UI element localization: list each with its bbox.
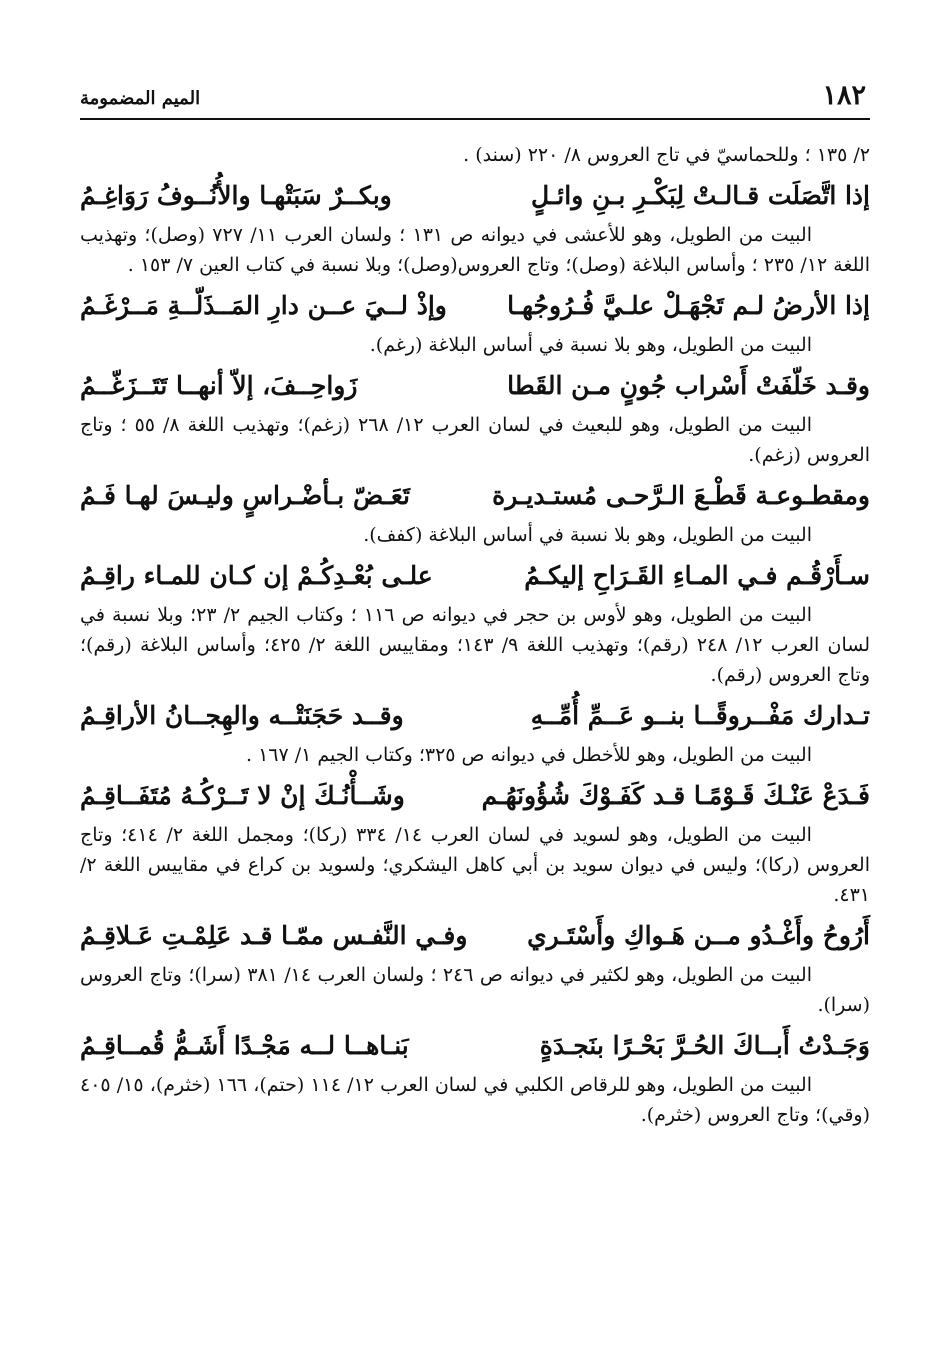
verse-line [80,478,870,514]
verse-second-hemistich: بَنـاهــا لــه مَجْـدًا أَشَـمُّ قُمــاقِـمُ [80,1031,409,1060]
verse-first-hemistich: ومقطـوعـة قَطْـعَ الـرَّحـى مُستـديـرة [492,481,870,510]
verse-entry [80,288,870,360]
verse-entry [80,918,870,1020]
chapter-title: الميم المضمومة [80,88,208,109]
verse-first-hemistich: تـدارك مَفْــروقًــا بنــو عَــمِّ أُمِّــهِ [530,701,870,730]
verse-first-hemistich: أَرُوحُ وأَغْـدُو مــن هَـواكِ وأَسْتَـري [527,921,870,950]
verse-entry [80,178,870,280]
page-number: ١٨٢ [814,80,866,111]
verse-line [80,288,870,324]
verse-second-hemistich: وفـي النَّفـس ممّـا قـد عَلِمْـتِ عَـلاقِـمُ [80,921,468,950]
verse-second-hemistich: علـى بُعْـدِكُـمْ إن كـان للمـاء راقِـمُ [80,561,433,590]
verse-list [80,178,870,1130]
verse-first-hemistich: فَـدَعْ عَنْـكَ قَـوْمًـا قـد كَفَـوْكَ شُؤُونَهُـم [481,781,870,810]
verse-line [80,918,870,954]
verse-first-hemistich: إذا الأرضُ لـم تَجْهَـلْ علـيَّ فُـرُوجُهـا [507,291,870,320]
verse-footnote: البيت من الطويل، وهو للبعيث في لسان العرب ١٢/ ٢٦٨ (زغم)؛ وتهذيب اللغة ٨/ ٥٥ ؛ وتاج العروس (زغم). [80,414,870,466]
verse-entry [80,778,870,910]
verse-second-hemistich: زَواحِــفَ، إلاّ أنهــا تَتَــزَغّــمُ [80,371,358,400]
verse-footnote: البيت من الطويل، وهو لكثير في ديوانه ص ٢٤٦ ؛ ولسان العرب ١٤/ ٣٨١ (سرا)؛ وتاج العروس (سرا). [80,964,870,1016]
verse-second-hemistich: وقــد حَجَنَتْــه والهِجــانُ الأراقِـمُ [80,701,404,730]
verse-footnote: البيت من الطويل، وهو للأعشى في ديوانه ص ١٣١ ؛ ولسان العرب ١١/ ٧٢٧ (وصل)؛ وتهذيب اللغة ١٢/ ٢٣٥ ؛ وأساس البلاغة (وصل)؛ وتاج العروس(وصل)؛ وبلا نسبة في كتاب العين ٧/ ١٥٣ . [80,224,870,276]
verse-footnote: البيت من الطويل، وهو للرقاص الكلبي في لسان العرب ١٢/ ١١٤ (حتم)، ١٦٦ (خثرم)، ١٥/ ٤٠٥ (وقي)؛ وتاج العروس (خثرم). [80,1074,870,1126]
verse-first-hemistich: وقـد خَلّفَتْ أَسْراب جُونٍ مـن القَطا [507,371,870,400]
verse-first-hemistich: وَجَـدْتُ أَبــاكَ الحُـرَّ بَحْـرًا بنَجـدَةٍ [539,1031,870,1060]
verse-line [80,558,870,594]
verse-footnote: البيت من الطويل، وهو للأخطل في ديوانه ص ٣٢٥؛ وكتاب الجيم ١/ ١٦٧ . [245,744,812,766]
verse-entry [80,698,870,770]
verse-second-hemistich: وشَــأْنُـكَ إنْ لا تَــرْكُـهُ مُتَفَــاقِـمُ [80,781,405,810]
verse-line [80,178,870,214]
verse-first-hemistich: إذا اتَّصَلَت قـالـتْ لِبَكْـرِ بـنِ وائـلٍ [531,181,870,210]
verse-entry [80,368,870,470]
page-body [80,140,870,1136]
verse-entry [80,478,870,550]
verse-entry [80,558,870,690]
running-header [80,78,870,120]
verse-second-hemistich: وإذْ لــيَ عــن دارِ المَــذَلّــةِ مَــرْغَـمُ [80,291,447,320]
verse-line [80,778,870,814]
verse-footnote: البيت من الطويل، وهو لسويد في لسان العرب ١٤/ ٣٣٤ (ركا)؛ ومجمل اللغة ٢/ ٤١٤؛ وتاج العروس (ركا)؛ وليس في ديوان سويد بن أبي كاهل اليشكري؛ ولسويد بن كراع في مقاييس اللغة ٢/ ٤٣١. [80,824,870,906]
verse-second-hemistich: تَعَـضّ بـأضْـراسٍ وليـسَ لهـا فَـمُ [80,481,410,510]
verse-line [80,698,870,734]
verse-first-hemistich: سـأَرْقُـم فـي المـاءِ القَـرَاحِ إليكـمُ [524,561,870,590]
verse-entry [80,1028,870,1130]
verse-second-hemistich: وبكــرٌ سَبَتْهـا والأُنُــوفُ رَوَاغِـمُ [80,181,392,210]
intro-footnote: ٢/ ١٣٥ ؛ وللحماسيّ في تاج العروس ٨/ ٢٢٠ (سند) . [463,144,870,166]
verse-footnote: البيت من الطويل، وهو لأوس بن حجر في ديوانه ص ١١٦ ؛ وكتاب الجيم ٢/ ٢٣؛ وبلا نسبة في لسان العرب ١٢/ ٢٤٨ (رقم)؛ وتهذيب اللغة ٩/ ١٤٣؛ ومقاييس اللغة ٢/ ٤٢٥؛ وأساس البلاغة (رقم)؛ وتاج العروس (رقم). [80,604,871,686]
verse-line [80,1028,870,1064]
verse-footnote: البيت من الطويل، وهو بلا نسبة في أساس البلاغة (رغم). [369,334,812,356]
verse-footnote: البيت من الطويل، وهو بلا نسبة في أساس البلاغة (كفف). [363,524,812,546]
verse-line [80,368,870,404]
